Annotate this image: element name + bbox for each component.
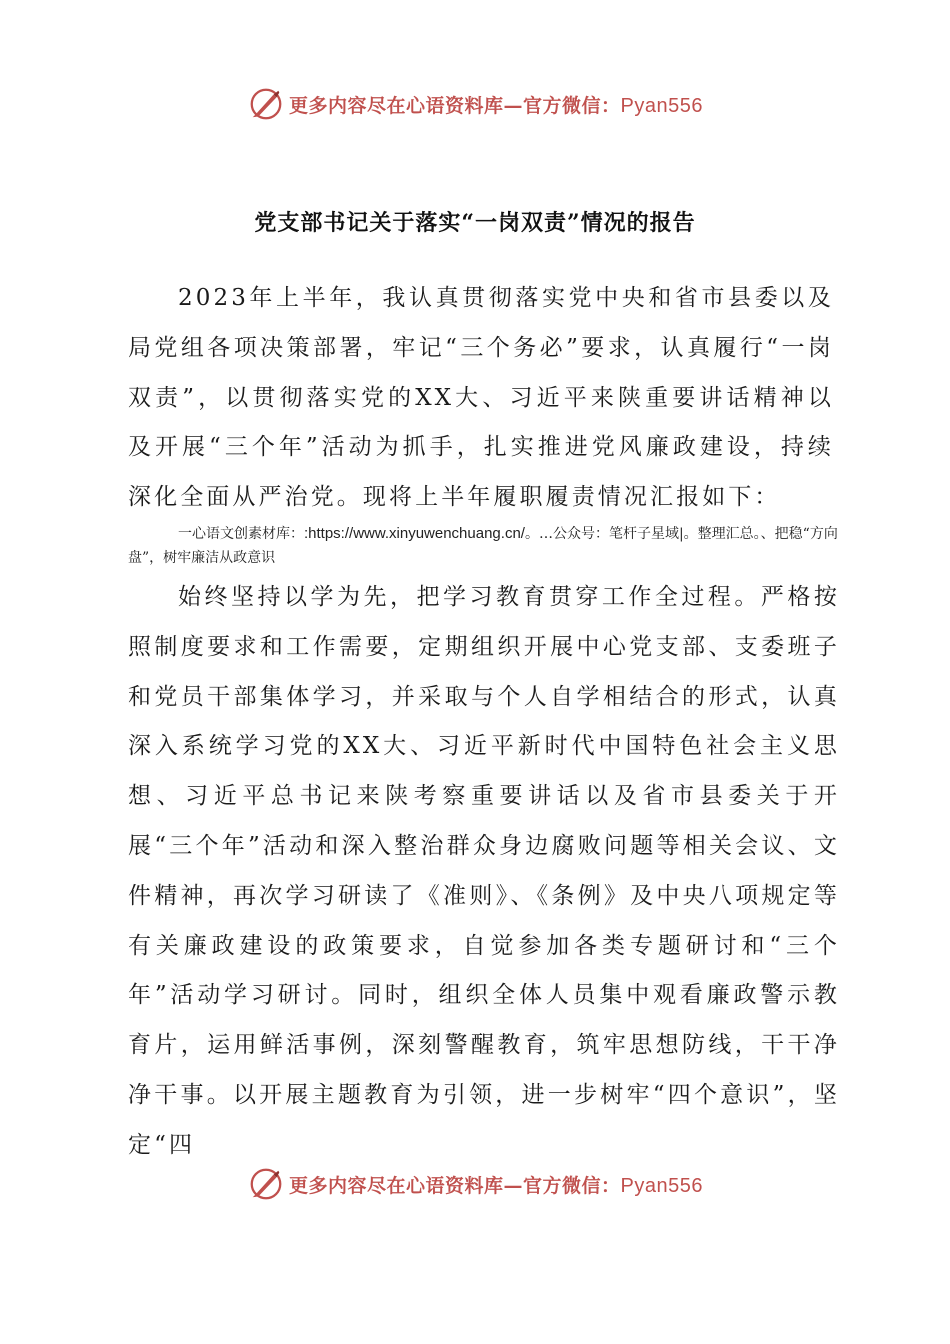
pen-logo-icon	[247, 85, 285, 123]
footer-banner	[0, 1164, 950, 1204]
wechat-id: Pyan556	[620, 1174, 703, 1197]
note-url: :https://www.xinyuwenchuang.cn/	[304, 525, 525, 542]
source-note	[128, 522, 838, 570]
wechat-id: Pyan556	[620, 94, 703, 117]
paragraph-intro: 2023年上半年，我认真贯彻落实党中央和省市县委以及局党组各项决策部署，牢记“三个务必”要求，认真履行“一岗双责”，以贯彻落实党的XX大、习近平来陕重要讲话精神以及开展“三个年”活动为抓手，扎实推进党风廉政建设，持续深化全面从严治党。现将上半年履职履责情况汇报如下：	[128, 285, 834, 511]
header-banner	[0, 84, 950, 124]
paragraph-study: 始终坚持以学为先，把学习教育贯穿工作全过程。严格按照制度要求和工作需要，定期组织开展中心党支部、支委班子和党员干部集体学习，并采取与个人自学相结合的形式，认真深入系统学习党的XX大、习近平新时代中国特色社会主义思想、习近平总书记来陕考察重要讲话以及省市县委关于开展“三个年”活动和深入整治群众身边腐败问题等相关会议、文件精神，再次学习研读了《准则》、《条例》及中央八项规定等有关廉政建设的政策要求，自觉参加各类专题研讨和“三个年”活动学习研讨。同时，组织全体人员集中观看廉政警示教育片，运用鲜活事例，深刻警醒教育，筑牢思想防线，干干净净干事。以开展主题教育为引领，进一步树牢“四个意识”，坚定“四	[128, 584, 840, 1158]
banner-caption	[289, 1171, 703, 1198]
banner-text: 更多内容尽在心语资料库—官方微信：	[289, 94, 621, 117]
banner-caption	[289, 91, 703, 118]
pen-logo-icon	[247, 1165, 285, 1203]
document-title: 党支部书记关于落实“一岗双责”情况的报告	[254, 210, 696, 236]
note-suffix: 。…公众号：笔杆子星域|。整理汇总。、把稳“方向盘”，树牢廉洁从政意识	[128, 526, 838, 566]
banner-text: 更多内容尽在心语资料库—官方微信：	[289, 1174, 621, 1197]
note-prefix: 一心语文创素材库：	[178, 526, 304, 542]
